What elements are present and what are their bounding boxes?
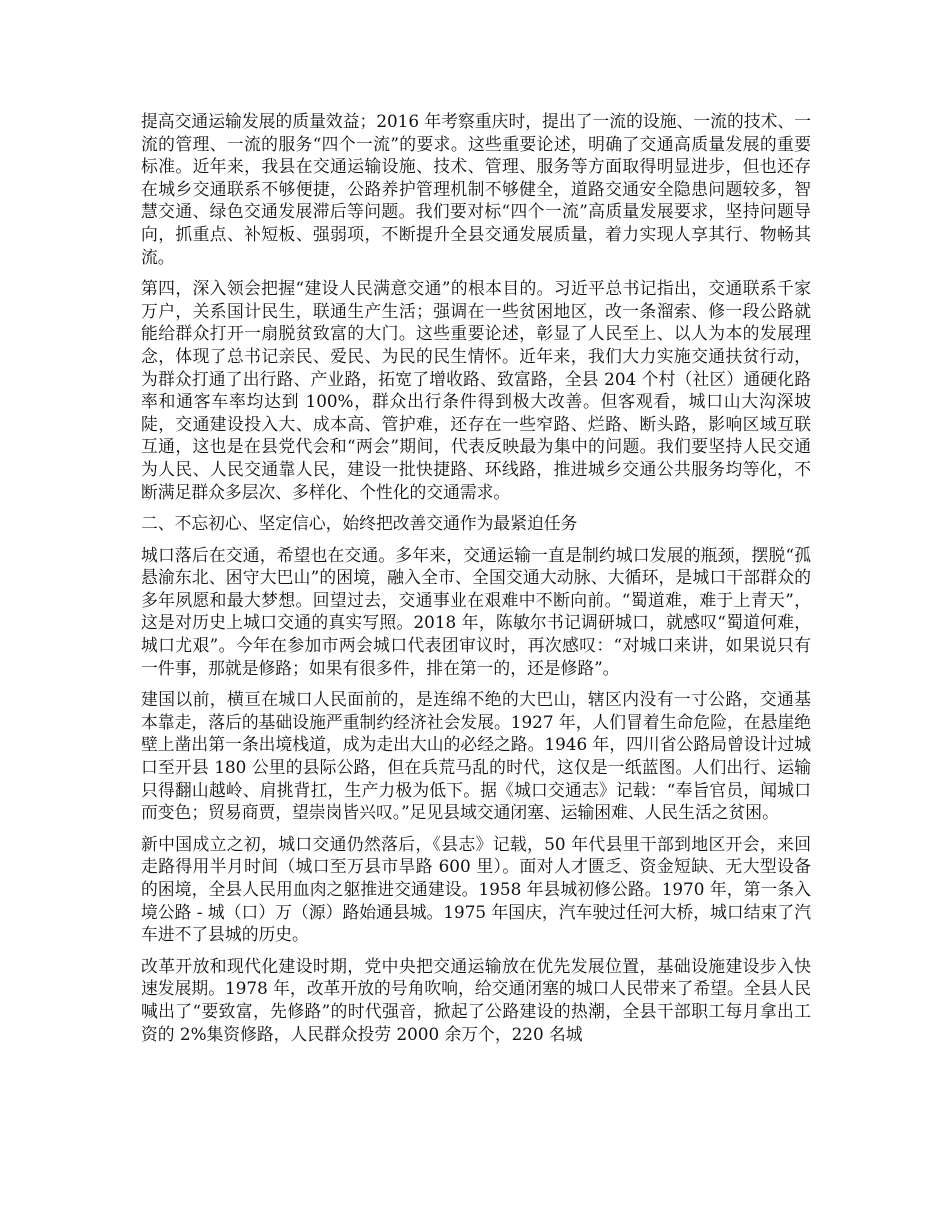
section-heading: 二、不忘初心、坚定信心，始终把改善交通作为最紧迫任务 (141, 513, 578, 534)
paragraph-hope-in-transport: 城口落后在交通，希望也在交通。多年来，交通运输一直是制约城口发展的瓶颈，摆脱“孤悬渝东北、困守大巴山”的困境，融入全市、全国交通大动脉、大循环，是城口干部群众的多年夙愿和最大梦想。回望过去，交通事业在艰难中不断向前。“蜀道难，难于上青天”，这是对历史上城口交通的真实写照。2018 年，陈敏尔书记调研城口，就感叹“蜀道何难，城口尤艰”。今年在参加市两会城口代表团审议时，再次感叹：“对城口来讲，如果说只有一件事，那就是修路；如果有很多件，排在第一的，还是修路”。 (141, 544, 811, 678)
paragraph-quality: 提高交通运输发展的质量效益；2016 年考察重庆时，提出了一流的设施、一流的技术、一流的管理、一流的服务“四个一流”的要求。这些重要论述，明确了交通高质量发展的重要标准。近年来，我县在交通运输设施、技术、管理、服务等方面取得明显进步，但也还存在城乡交通联系不够便捷，公路养护管理机制不够健全，道路交通安全隐患问题较多，智慧交通、绿色交通发展滞后等问题。我们要对标“四个一流”高质量发展要求，坚持问题导向，抓重点、补短板、强弱项，不断提升全县交通发展质量，着力实现人享其行、物畅其流。 (141, 111, 811, 267)
paragraph-people-satisfied: 第四，深入领会把握“建设人民满意交通”的根本目的。习近平总书记指出，交通联系千家万户，关系国计民生，联通生产生活；强调在一些贫困地区，改一条溜索、修一段公路就能给群众打开一扇脱贫致富的大门。这些重要论述，彰显了人民至上、以人为本的发展理念，体现了总书记亲民、爱民、为民的民生情怀。近年来，我们大力实施交通扶贫行动，为群众打通了出行路、产业路，拓宽了增收路、致富路，全县 204 个村（社区）通硬化路率和通客车率均达到 100%，群众出行条件得到极大改善。但客观看，城口山大沟深坡陡，交通建设投入大、成本高、管护难，还存在一些窄路、烂路、断头路，影响区域互联互通，这也是在县党代会和“两会”期间，代表反映最为集中的问题。我们要坚持人民交通为人民、人民交通靠人民，建设一批快捷路、环线路，推进城乡交通公共服务均等化，不断满足群众多层次、多样化、个性化的交通需求。 (141, 278, 811, 502)
paragraph-before-founding: 建国以前，横亘在城口人民面前的，是连绵不绝的大巴山，辖区内没有一寸公路，交通基本靠走，落后的基础设施严重制约经济社会发展。1927 年，人们冒着生命危险，在悬崖绝壁上凿出第一条出境栈道，成为走出大山的必经之路。1946 年，四川省公路局曾设计过城口至开县 180 公里的县际公路，但在兵荒马乱的时代，这仅是一纸蓝图。人们出行、运输只得翻山越岭、肩挑背扛，生产力极为低下。据《城口交通志》记载：“奉旨官员，闻城口而变色；贸易商贾，望崇岗皆兴叹。”足见县域交通闭塞、运输困难、人民生活之贫困。 (141, 689, 811, 823)
document-page (141, 110, 811, 1054)
paragraph-reform-era: 改革开放和现代化建设时期，党中央把交通运输放在优先发展位置，基础设施建设步入快速发展期。1978 年，改革开放的号角吹响，给交通闭塞的城口人民带来了希望。全县人民喊出了“要致富，先修路”的时代强音，掀起了公路建设的热潮，全县干部职工每月拿出工资的 2%集资修路，人民群众投劳 2000 余万个，220 名城 (141, 955, 811, 1044)
paragraph-new-china: 新中国成立之初，城口交通仍然落后，《县志》记载，50 年代县里干部到地区开会，来回走路得用半月时间（城口至万县市旱路 600 里）。面对人才匮乏、资金短缺、无大型设备的困境，全县人民用血肉之躯推进交通建设。1958 年县城初修公路。1970 年，第一条入境公路 - 城（口）万（源）路始通县城。1975 年国庆，汽车驶过任河大桥，城口结束了汽车进不了县城的历史。 (141, 833, 811, 945)
